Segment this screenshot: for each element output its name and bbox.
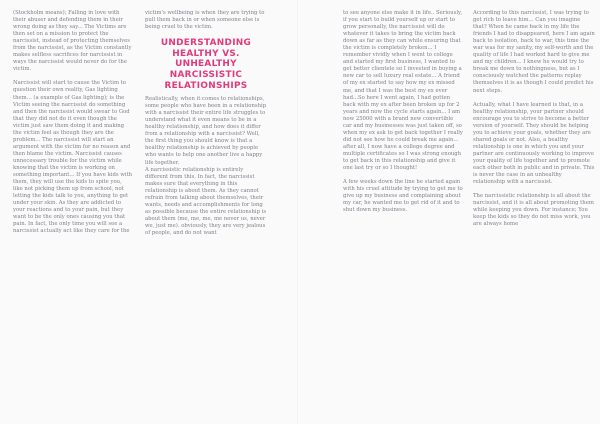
paragraph: (Stockholm means); Falling in love with their abuser and defending them in their wrong doing as they say... The Victims are then set on a mission to protect the narcissist, instead of protecting themselves from the narcissist, as the Victim constantly makes selfless sacrifices for narcissist in ways the narcissist would never do for the victim. [13, 10, 132, 73]
paragraph: A few weeks down the line he started again with his cruel attitude by trying to get me to give up my business and complaining about my car, he wanted me to get rid of it and to shut down my business. [343, 179, 463, 214]
paragraph: Realistically, when it comes to relationships, some people who have been in a relationship with a narcissist their entire life struggles to understand what it even means to be in a healthy relationship, and how does it differ from a relationship with a narcissist? Well, the first thing you should know is that a healthy relationship is achieved by people who wants to help one another live a happy life together. [145, 96, 267, 166]
paragraph: A narcissistic relationship is entirely different from this. In fact, the narcissist makes sure that everything in this relationship is about them. As they cannot refrain from talking about themselves, their wants, needs and accomplishments for long as possible because the entire relationship is about them (me, me, me, me never us, never we, just me). obviously, they are very jealous of people, and do not want [145, 166, 267, 236]
column-2 [145, 10, 267, 424]
paragraph: victim's wellbeing is when they are trying to pull them back in or when someone else is being cruel to the victim. [145, 10, 265, 31]
paragraph: According to this narcissist, I was trying to get rich to leave him... Can you imagine that? When he came back in my life the friends I had to disappeared, here I am again back to isolation, back to war, this time the war was for my sanity, my self-worth and the quality of life I had worked hard to give me and my children... I knew he would try to break me down to nothingness, but as I consciously watched the patterns replay themselves it is as though I could predict his next steps. [473, 10, 595, 94]
section-heading: UNDERSTANDING HEALTHY VS. UNHEALTHY NARCISSISTIC RELATIONSHIPS [160, 38, 252, 91]
paragraph: The narcissistic relationship is all about the narcissist, and it is all about promoting them while keeping you down. For instance; You keep the kids so they do not miss work, you are always home [473, 193, 594, 228]
column-4 [473, 10, 595, 424]
paragraph: Narcissist will start to cause the Victim to question their own reality, Gas lighting them... (a example of Gas lighting); is the Victim seeing the narcissist do something and then the narcissist would swear to God that they did not do it even though the victim just saw them doing it and making the victim feel as though they are the problem... The narcissist will start an argument with the victim for no reason and then blame the victim. Narcissist causes unnecessary trouble for the victim while knowing that the victim is working on something important... If you have kids with them, they will use the kids to spite you, like not picking them up from school, not letting the kids talk to you, anything to get under your skin. As they are addicted to your reactions and to your pain, but they want to be the only ones causing you that pain. In fact, the only time you will see a narcissist actually act like they care for the [13, 80, 133, 235]
column-1 [13, 10, 133, 424]
column-3 [343, 10, 463, 424]
paragraph: Actually, what I have learned is that, in a healthy relationship, your partner should encourage you to strive to become a better version of yourself. They should be helping you to achieve your goals, whether they are shared goals or not. Also, a healthy relationship is one in which you and your partner are continuously working to improve your quality of life together and to promote each other both in public and in private. This is never the case in an unhealthy relationship with a narcissist. [473, 101, 595, 186]
left-page [0, 0, 298, 424]
paragraph: to see anyone else make it in life.. Seriously, if you start to build yourself up or start to grow personally, the narcissist will do whatever it takes to bring the victim back down as far as they can while ensuring that the victim is completely broken... I remember vividly when I went to college and started my first business, I wanted to get better clientele so I invested in buying a new car to sell luxury real estate... A friend of my ex started to say how my ex missed me, and that I was the best my ex ever had...So here I went again, I had gotten back with my ex after been broken up for 2 years and now the cycle starts again... I am now 25000 with a brand new convertible car and my businesses was just taken off, so when my ex ask to get back together I really did not see how he could break me again... after all, I now have a college degree and multiple certificates so I was strong enough to get back in this relationship and give it one last try or so I thought! [343, 10, 463, 172]
